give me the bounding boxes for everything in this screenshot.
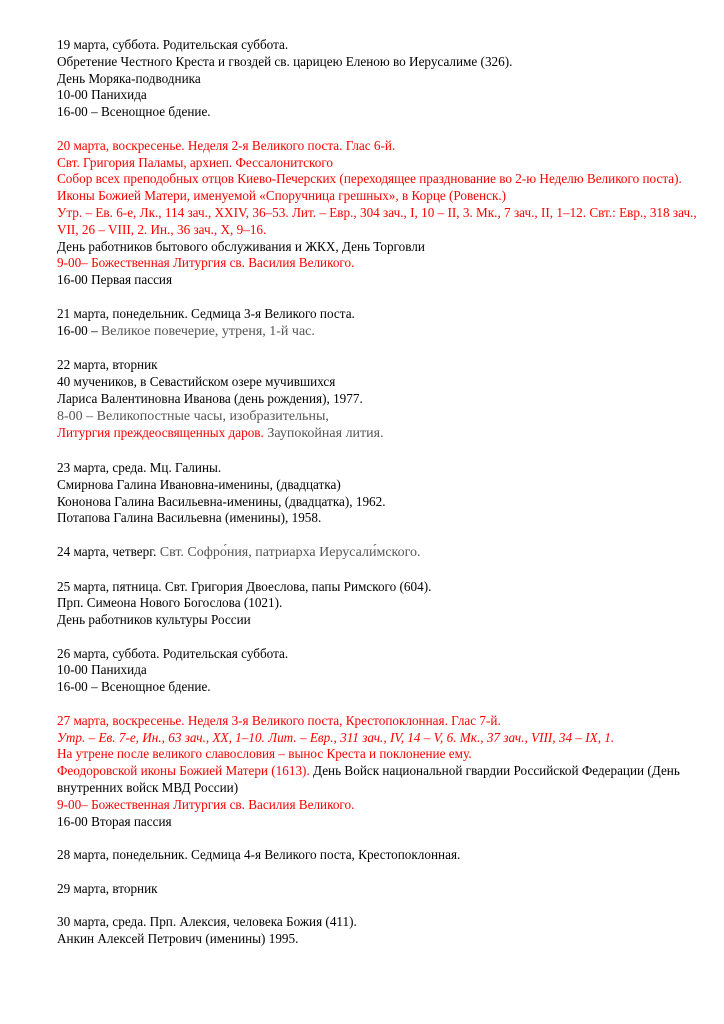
text-fragment: 24 марта, четверг. (57, 543, 160, 559)
text-line (57, 408, 697, 426)
text-line: Смирнова Галина Ивановна-именины, (двадцатка) (57, 476, 341, 492)
text-line: Утр. – Ев. 6-е, Лк., 114 зач., XXIV, 36–53. Лит. – Евр., 304 зач., I, 10 – II, 3. Мк., 7 зач., II, 1–12. Свт.: Евр., 318 зач., VII, 26 – VIII, 2. Ин., 36 зач., X, 9–16. (57, 204, 697, 237)
text-line: 25 марта, пятница. Свт. Григория Двоеслова, папы Римского (604). (57, 578, 432, 594)
text-fragment: Заупокойная лития. (263, 426, 384, 442)
text-fragment: Феодоровской иконы Божией Матери (1613). (57, 763, 310, 779)
text-line: День Моряка-подводника (57, 70, 201, 86)
text-line: Прп. Симеона Нового Богослова (1021). (57, 595, 283, 611)
text-line (57, 544, 697, 562)
text-line: Иконы Божией Матери, именуемой «Споручница грешных», в Корце (Ровенск.) (57, 188, 507, 204)
text-fragment: 16-00 – (57, 322, 101, 338)
blank-line (57, 121, 697, 138)
text-line: 10-00 Панихида (57, 87, 147, 103)
text-line: 28 марта, понедельник. Седмица 4-я Великого поста, Крестопоклонная. (57, 847, 461, 863)
text-line: День работников бытового обслуживания и ЖКХ, День Торговли (57, 238, 425, 254)
text-line: 29 марта, вторник (57, 880, 158, 896)
text-line: Анкин Алексей Петрович (именины) 1995. (57, 931, 299, 947)
text-line: Потапова Галина Васильевна (именины), 1958. (57, 510, 322, 526)
blank-line (57, 696, 697, 713)
text-line: 23 марта, среда. Мц. Галины. (57, 459, 222, 475)
text-line: 9-00– Божественная Литургия св. Василия Великого. (57, 796, 355, 812)
blank-line (57, 443, 697, 460)
text-line: На утрене после великого славословия – вынос Креста и поклонение ему. (57, 746, 472, 762)
text-fragment: Свт. Софро́ния, патриарха Иерусали́мского. (159, 544, 421, 560)
text-line: 9-00– Божественная Литургия св. Василия Великого. (57, 255, 355, 271)
text-line: 40 мучеников, в Севастийском озере мучившихся (57, 373, 336, 389)
text-line: Утр. – Ев. 7-е, Ин., 63 зач., XX, 1–10. Лит. – Евр., 311 зач., IV, 14 – V, 6. Мк., 37 зач., VIII, 34 – IX, 1. (57, 729, 615, 745)
text-line: 16-00 – Всенощное бдение. (57, 104, 211, 120)
text-line: 22 марта, вторник (57, 357, 158, 373)
text-line: 16-00 Вторая пассия (57, 813, 172, 829)
text-fragment: Великое повечерие, утреня, 1-й час. (100, 323, 315, 339)
text-fragment: Литургия преждеосвященных даров. (57, 425, 264, 441)
text-line: Обретение Честного Креста и гвоздей св. царицею Еленою во Иерусалиме (326). (57, 53, 513, 69)
text-line: 30 марта, среда. Прп. Алексия, человека Божия (411). (57, 914, 357, 930)
blank-line (57, 340, 697, 357)
text-line: День работников культуры России (57, 612, 251, 628)
text-line: 21 марта, понедельник. Седмица 3-я Великого поста. (57, 305, 355, 321)
blank-line (57, 830, 697, 847)
text-line (57, 323, 697, 341)
text-line: 20 марта, воскресенье. Неделя 2-я Великого поста. Глас 6-й. (57, 137, 396, 153)
text-line: 16-00 – Всенощное бдение. (57, 679, 211, 695)
text-line: 16-00 Первая пассия (57, 272, 173, 288)
blank-line (57, 864, 697, 881)
blank-line (57, 629, 697, 646)
text-line: 27 марта, воскресенье. Неделя 3-я Великого поста, Крестопоклонная. Глас 7-й. (57, 712, 501, 728)
text-line: Лариса Валентиновна Иванова (день рождения), 1977. (57, 390, 363, 406)
text-line: 10-00 Панихида (57, 662, 147, 678)
text-fragment: 8-00 – Великопостные часы, изобразительны, (57, 408, 329, 424)
text-line: Кононова Галина Васильевна-именины, (двадцатка), 1962. (57, 493, 386, 509)
schedule-document (57, 37, 697, 948)
text-line: Свт. Григория Паламы, архиеп. Фессалонитского (57, 154, 334, 170)
text-line: 26 марта, суббота. Родительская суббота. (57, 645, 289, 661)
blank-line (57, 562, 697, 579)
text-line (57, 425, 697, 443)
text-line: 19 марта, суббота. Родительская суббота. (57, 37, 289, 52)
blank-line (57, 898, 697, 915)
blank-line (57, 289, 697, 306)
text-line (57, 763, 697, 797)
text-fragment: День Войск национальной гвардии Российской Федерации (День внутренних войск МВД России) (57, 763, 680, 796)
blank-line (57, 527, 697, 544)
text-line: Собор всех преподобных отцов Киево-Печерских (переходящее празднование во 2-ю Неделю Великого поста). (57, 171, 682, 187)
